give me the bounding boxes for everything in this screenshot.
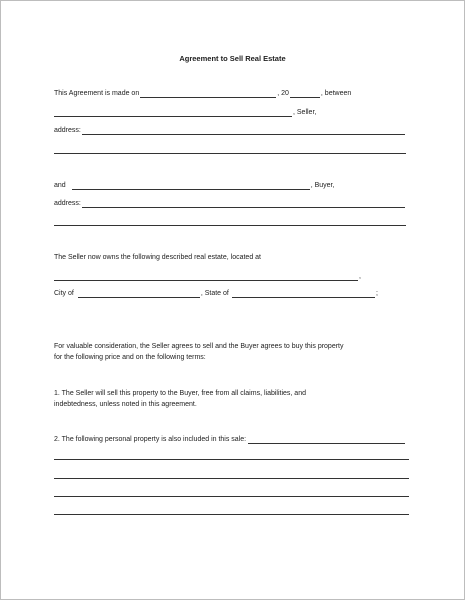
seller-row — [54, 108, 406, 117]
personal-property-line-4[interactable] — [54, 514, 409, 515]
year-prefix-label: , 20 — [277, 90, 289, 97]
personal-property-line-1[interactable] — [54, 459, 409, 460]
buyer-label: , Buyer, — [310, 182, 335, 189]
property-intro-row — [54, 253, 406, 262]
property-owns-text: The Seller now owns the following described real estate, located at — [54, 254, 262, 261]
personal-property-line-2[interactable] — [54, 478, 409, 479]
property-location-blank[interactable] — [54, 272, 358, 281]
seller-address-row — [54, 126, 406, 135]
city-blank[interactable] — [78, 289, 200, 298]
property-comma: , — [359, 273, 361, 280]
clause-2-row — [54, 435, 406, 444]
seller-address-blank[interactable] — [82, 126, 405, 135]
year-blank[interactable] — [290, 89, 320, 98]
state-label: , State of — [200, 290, 229, 297]
state-blank[interactable] — [232, 289, 375, 298]
buyer-address-blank[interactable] — [82, 199, 405, 208]
consideration-line-1: For valuable consideration, the Seller agrees to sell and the Buyer agrees to buy this property — [54, 343, 344, 350]
clause-1-line-1: 1. The Seller will sell this property to the Buyer, free from all claims, liabilities, and — [54, 390, 306, 397]
buyer-row — [54, 181, 406, 190]
personal-property-blank[interactable] — [248, 435, 405, 444]
buyer-address-line-2[interactable] — [54, 225, 406, 226]
between-label: , between — [320, 90, 352, 97]
personal-property-line-3[interactable] — [54, 496, 409, 497]
consideration-paragraph — [54, 341, 410, 363]
buyer-address-row — [54, 199, 406, 208]
agreement-date-row — [54, 89, 406, 98]
property-location-row — [54, 272, 361, 281]
buyer-name-blank[interactable] — [72, 181, 310, 190]
buyer-address-label: address: — [54, 200, 81, 207]
seller-label: , Seller, — [293, 109, 317, 116]
seller-address-label: address: — [54, 127, 81, 134]
seller-address-line-2[interactable] — [54, 153, 406, 154]
consideration-line-2: for the following price and on the following terms: — [54, 354, 206, 361]
and-label: and — [54, 182, 66, 189]
document-title: Agreement to Sell Real Estate — [179, 54, 286, 63]
city-label: City of — [54, 290, 74, 297]
clause-1-paragraph — [54, 388, 410, 410]
date-blank[interactable] — [140, 89, 276, 98]
state-semicolon: ; — [376, 290, 378, 297]
city-state-row — [54, 289, 378, 298]
seller-name-blank[interactable] — [54, 108, 292, 117]
made-on-label: This Agreement is made on — [54, 90, 140, 97]
clause-1-line-2: indebtedness, unless noted in this agreement. — [54, 401, 197, 408]
clause-2-text: 2. The following personal property is also included in this sale: — [54, 436, 247, 443]
